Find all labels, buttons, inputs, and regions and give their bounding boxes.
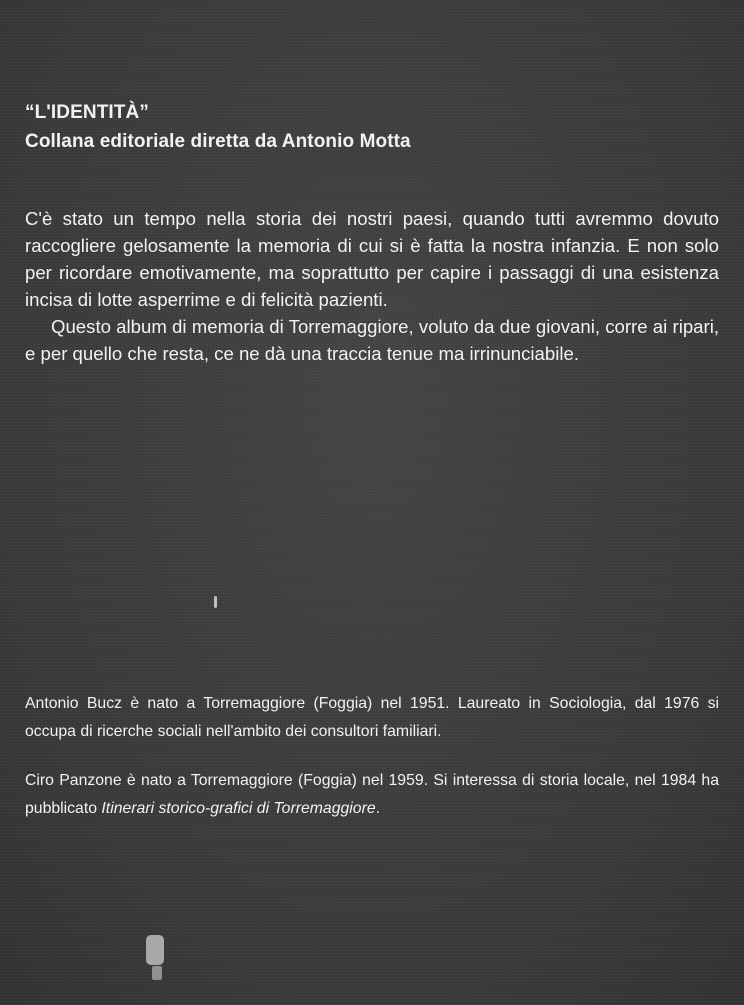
book-description [25,205,719,367]
series-title: “L'IDENTITÀ” [25,102,149,123]
description-paragraph-2: Questo album di memoria di Torremaggiore, voluto da due giovani, corre ai ripari, e per quello che resta, ce ne dà una traccia tenue ma irrinunciabile. [25,316,719,364]
scan-speck [214,596,217,608]
author-bio-2 [25,767,719,823]
series-header [25,98,411,156]
author-bios [25,690,719,844]
description-paragraph-1: C'è stato un tempo nella storia dei nostri paesi, quando tutti avremmo dovuto raccogliere gelosamente la memoria di cui si è fatta la nostra infanzia. E non solo per ricordare emotivamente, ma soprattutto per capire i passaggi di una esistenza incisa di lotte asperrime e di felicità pazienti. [25,208,719,310]
author-bio-2-text: Ciro Panzone è nato a Torremaggiore (Foggia) nel 1959. Si interessa di storia locale, nel 1984 ha pubblicato [25,772,719,817]
scan-speck [152,966,162,980]
author-bio-1: Antonio Bucz è nato a Torremaggiore (Foggia) nel 1951. Laureato in Sociologia, dal 1976 si occupa di ricerche sociali nell'ambito dei consultori familiari. [25,695,719,740]
series-subtitle: Collana editoriale diretta da Antonio Motta [25,131,411,152]
author-bio-2-end: . [375,800,381,817]
scan-speck [146,935,164,965]
author-bio-2-book-title: Itinerari storico-grafici di Torremaggiore [101,800,376,817]
